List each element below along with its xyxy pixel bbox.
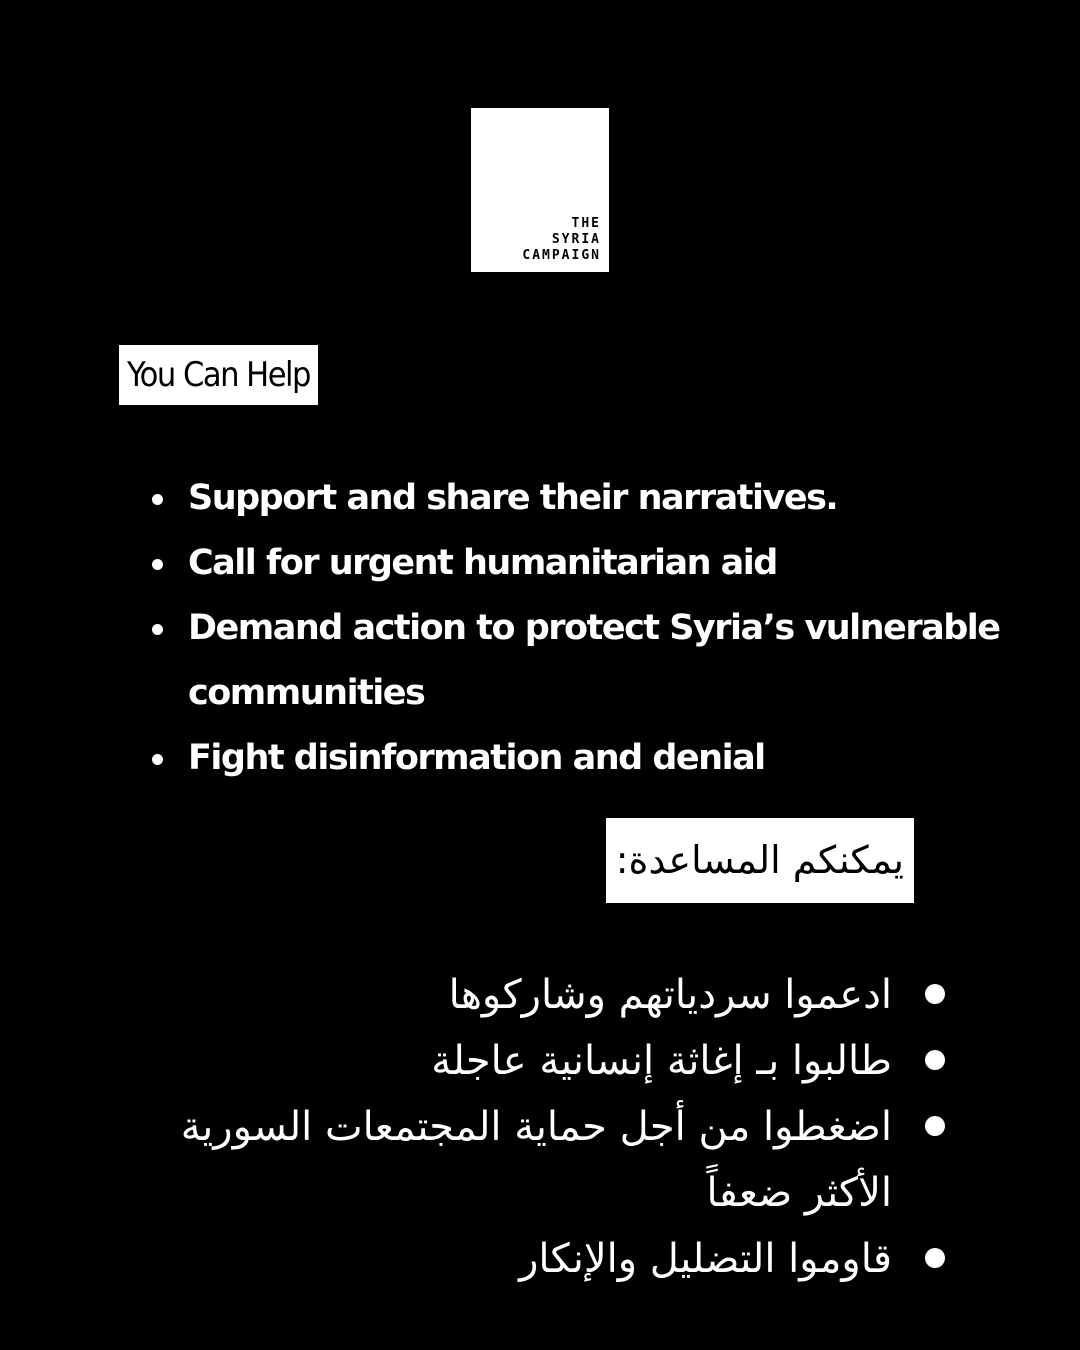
english-heading: You Can Help — [119, 345, 318, 405]
syria-campaign-logo — [471, 108, 609, 272]
arabic-action-item: طالبوا بـ إغاثة إنسانية عاجلة — [145, 1028, 945, 1094]
arabic-action-item: اضغطوا من أجل حماية المجتمعات السورية الأكثر ضعفاً — [145, 1094, 945, 1226]
english-action-item: Call for urgent humanitarian aid — [150, 531, 1010, 596]
arabic-heading: يمكنكم المساعدة: — [606, 818, 914, 903]
english-action-item: Demand action to protect Syria’s vulnerable communities — [150, 596, 1010, 726]
arabic-action-item: ادعموا سردياتهم وشاركوها — [145, 962, 945, 1028]
logo-line-campaign: CAMPAIGN — [522, 248, 601, 263]
logo-line-the: THE — [571, 216, 601, 231]
arabic-action-list — [145, 962, 945, 1292]
arabic-action-item: قاوموا التضليل والإنكار — [145, 1226, 945, 1292]
english-action-list — [150, 466, 1010, 791]
english-action-item: Fight disinformation and denial — [150, 726, 1010, 791]
english-action-item: Support and share their narratives. — [150, 466, 1010, 531]
logo-line-syria: SYRIA — [551, 232, 601, 247]
